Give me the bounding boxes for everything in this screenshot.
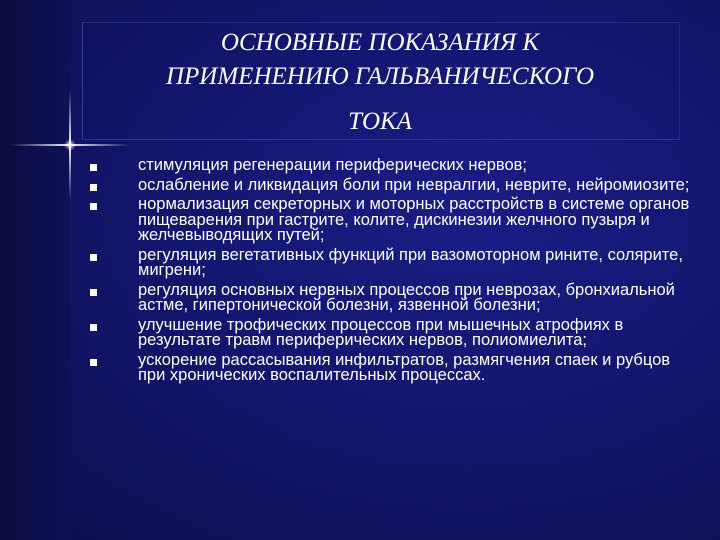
list-item-text: ускорение рассасывания инфильтратов, размягчения спаек и рубцов при хронических воспалительных процессах. [138,350,671,384]
list-item-text: нормализация секреторных и моторных расстройств в системе органов пищеварения при гастрите, колите, дискинезии желчного пузыря и желчевыводящих путей; [138,195,690,244]
square-bullet-icon [90,359,97,366]
list-item [90,280,690,314]
left-band [0,0,70,540]
square-bullet-icon [90,184,97,191]
list-item [90,175,690,194]
list-item-text: регуляция вегетативных функций при вазомоторном рините, солярите, мигрени; [138,245,683,279]
square-bullet-icon [90,164,97,171]
list-item-text: стимуляция регенерации периферических нервов; [138,156,527,174]
title-line-3: ТОКА [348,108,412,135]
sparkle-core [64,139,76,151]
list-item-text: улучшение трофических процессов при мышечных атрофиях в результате травм периферических нервов, полиомиелита; [138,315,624,349]
square-bullet-icon [90,254,97,261]
title-line-2: ПРИМЕНЕНИЮ ГАЛЬВАНИЧЕСКОГО [165,63,595,90]
list-item [90,245,690,279]
title-line-1: ОСНОВНЫЕ ПОКАЗАНИЯ К [220,29,540,56]
square-bullet-icon [90,324,97,331]
square-bullet-icon [90,203,97,210]
list-item [90,315,690,349]
list-item [90,158,690,174]
square-bullet-icon [90,289,97,296]
list-item [90,350,690,384]
list-item-text: ослабление и ликвидация боли при невралгии, неврите, нейромиозите; [138,175,690,194]
list-item-text: регуляция основных нервных процессов при неврозах, бронхиальной астме, гипертонической болезни, язвенной болезни; [138,280,675,314]
indications-list [90,158,690,388]
list-item [90,197,690,244]
slide-title [100,26,660,139]
